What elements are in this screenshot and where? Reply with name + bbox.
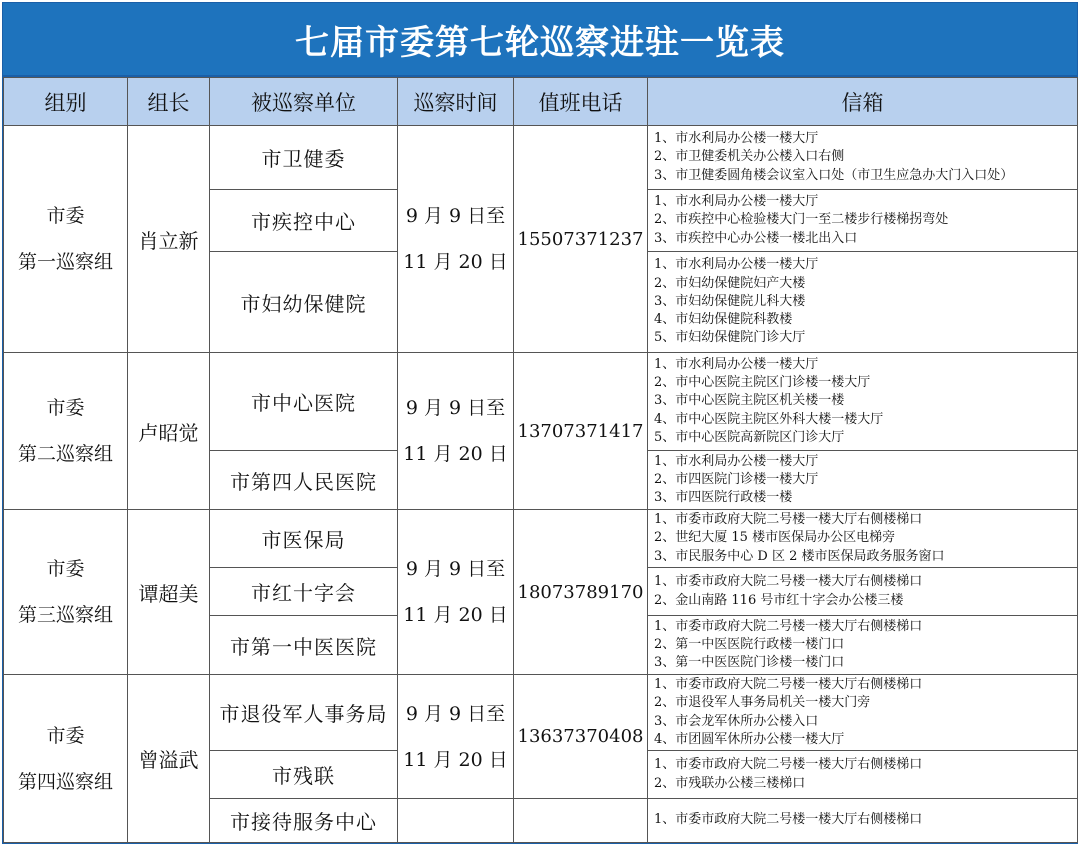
page-title: 七届市委第七轮巡察进驻一览表 (3, 3, 1077, 77)
time-end: 11 月 20 日 (403, 748, 508, 771)
mailbox-list (648, 675, 1078, 751)
mailbox-item: 3、市民服务中心 D 区 2 楼市医保局政务服务窗口 (654, 548, 945, 564)
table-row (4, 353, 1078, 451)
mailbox-item: 2、金山南路 116 号市红十字会办公楼三楼 (654, 592, 904, 608)
group-name-line1: 市委 (46, 205, 85, 227)
mailbox-item: 5、市中心医院高新院区门诊大厅 (654, 429, 845, 445)
mailbox-item: 1、市水利局办公楼一楼大厅 (654, 131, 819, 147)
mailbox-item: 4、市妇幼保健院科教楼 (654, 312, 793, 328)
mailbox-item: 2、市卫健委机关办公楼入口右侧 (654, 149, 845, 165)
mailbox-item: 3、市疾控中心办公楼一楼北出入口 (654, 230, 858, 246)
mailbox-list (648, 799, 1078, 843)
empty-phone-cell (514, 799, 648, 843)
mailbox-list (648, 451, 1078, 510)
inspection-table (3, 77, 1078, 843)
header-phone: 值班电话 (514, 78, 648, 126)
mailbox-item: 5、市妇幼保健院门诊大厅 (654, 330, 806, 346)
inspected-unit: 市第四人民医院 (210, 451, 398, 510)
inspected-unit: 市接待服务中心 (210, 799, 398, 843)
inspection-time-cell (398, 510, 514, 675)
time-end: 11 月 20 日 (403, 443, 508, 465)
mailbox-item: 3、市妇幼保健院儿科大楼 (654, 293, 806, 309)
inspected-unit: 市红十字会 (210, 568, 398, 616)
mailbox-item: 3、市中心医院主院区机关楼一楼 (654, 393, 845, 409)
mailbox-list (648, 190, 1078, 252)
mailbox-list (648, 751, 1078, 799)
time-start: 9 月 9 日至 (405, 702, 506, 725)
mailbox-list (648, 568, 1078, 616)
empty-time-cell (398, 799, 514, 843)
inspected-unit: 市疾控中心 (210, 190, 398, 252)
group-name-cell (4, 510, 128, 675)
inspected-unit: 市医保局 (210, 510, 398, 568)
inspected-unit: 市中心医院 (210, 353, 398, 451)
inspected-unit: 市残联 (210, 751, 398, 799)
mailbox-item: 1、市水利局办公楼一楼大厅 (654, 356, 819, 372)
duty-phone: 13707371417 (514, 353, 648, 510)
table-row (4, 126, 1078, 190)
header-leader: 组长 (128, 78, 210, 126)
group-name-line1: 市委 (46, 724, 85, 747)
mailbox-item: 1、市水利局办公楼一楼大厅 (654, 257, 819, 273)
mailbox-item: 2、市疾控中心检验楼大门一至二楼步行楼梯拐弯处 (654, 212, 949, 228)
inspected-unit: 市妇幼保健院 (210, 252, 398, 353)
inspected-unit: 市第一中医医院 (210, 616, 398, 675)
time-start: 9 月 9 日至 (405, 205, 506, 227)
group-leader: 谭超美 (128, 510, 210, 675)
group-name-cell (4, 675, 128, 843)
time-end: 11 月 20 日 (403, 251, 508, 273)
time-start: 9 月 9 日至 (405, 397, 506, 419)
group-name-cell (4, 353, 128, 510)
mailbox-list (648, 252, 1078, 353)
mailbox-list (648, 616, 1078, 675)
mailbox-item: 3、市会龙军休所办公楼入口 (654, 713, 819, 729)
mailbox-item: 1、市水利局办公楼一楼大厅 (654, 453, 819, 469)
duty-phone: 13637370408 (514, 675, 648, 799)
header-time: 巡察时间 (398, 78, 514, 126)
time-start: 9 月 9 日至 (405, 558, 506, 580)
inspection-time-cell (398, 126, 514, 353)
mailbox-item: 2、第一中医医院行政楼一楼门口 (654, 636, 845, 652)
mailbox-item: 2、市妇幼保健院妇产大楼 (654, 275, 806, 291)
group-leader: 曾溢武 (128, 675, 210, 843)
mailbox-item: 2、世纪大厦 15 楼市医保局办公区电梯旁 (654, 530, 896, 546)
mailbox-item: 1、市委市政府大院二号楼一楼大厅右侧楼梯口 (654, 618, 923, 634)
table-row (4, 510, 1078, 568)
inspection-time-cell (398, 675, 514, 799)
group-name-line2: 第三巡察组 (17, 604, 113, 626)
inspected-unit: 市退役军人事务局 (210, 675, 398, 751)
group-name-line1: 市委 (46, 558, 85, 580)
header-mailbox: 信箱 (648, 78, 1078, 126)
group-leader: 肖立新 (128, 126, 210, 353)
group-name-line2: 第一巡察组 (17, 251, 113, 273)
mailbox-item: 3、市四医院行政楼一楼 (654, 490, 793, 506)
mailbox-item: 4、市中心医院主院区外科大楼一楼大厅 (654, 411, 884, 427)
mailbox-item: 1、市委市政府大院二号楼一楼大厅右侧楼梯口 (654, 757, 923, 773)
header-group: 组别 (4, 78, 128, 126)
mailbox-item: 2、市四医院门诊楼一楼大厅 (654, 471, 819, 487)
mailbox-item: 1、市水利局办公楼一楼大厅 (654, 194, 819, 210)
group-name-line1: 市委 (46, 397, 85, 419)
inspected-unit: 市卫健委 (210, 126, 398, 190)
mailbox-item: 2、市退役军人事务局机关一楼大门旁 (654, 695, 871, 711)
duty-phone: 18073789170 (514, 510, 648, 675)
mailbox-item: 1、市委市政府大院二号楼一楼大厅右侧楼梯口 (654, 677, 923, 693)
group-name-line2: 第二巡察组 (17, 443, 113, 465)
mailbox-item: 1、市委市政府大院二号楼一楼大厅右侧楼梯口 (654, 512, 923, 528)
inspection-time-cell (398, 353, 514, 510)
group-name-line2: 第四巡察组 (17, 770, 113, 793)
table-header-row (4, 78, 1078, 126)
mailbox-list (648, 510, 1078, 568)
mailbox-item: 4、市团圆军休所办公楼一楼大厅 (654, 731, 845, 747)
time-end: 11 月 20 日 (403, 604, 508, 626)
duty-phone: 15507371237 (514, 126, 648, 353)
mailbox-item: 3、市卫健委圆角楼会议室入口处（市卫生应急办大门入口处） (654, 167, 1014, 183)
mailbox-item: 2、市中心医院主院区门诊楼一楼大厅 (654, 375, 871, 391)
mailbox-item: 1、市委市政府大院二号楼一楼大厅右侧楼梯口 (654, 574, 923, 590)
group-name-cell (4, 126, 128, 353)
mailbox-item: 3、第一中医医院门诊楼一楼门口 (654, 655, 845, 671)
group-leader: 卢昭觉 (128, 353, 210, 510)
table-row (4, 675, 1078, 751)
mailbox-item: 2、市残联办公楼三楼梯口 (654, 775, 806, 791)
inspection-table-panel (2, 2, 1078, 844)
mailbox-list (648, 126, 1078, 190)
mailbox-item: 1、市委市政府大院二号楼一楼大厅右侧楼梯口 (654, 812, 923, 828)
mailbox-list (648, 353, 1078, 451)
header-unit: 被巡察单位 (210, 78, 398, 126)
